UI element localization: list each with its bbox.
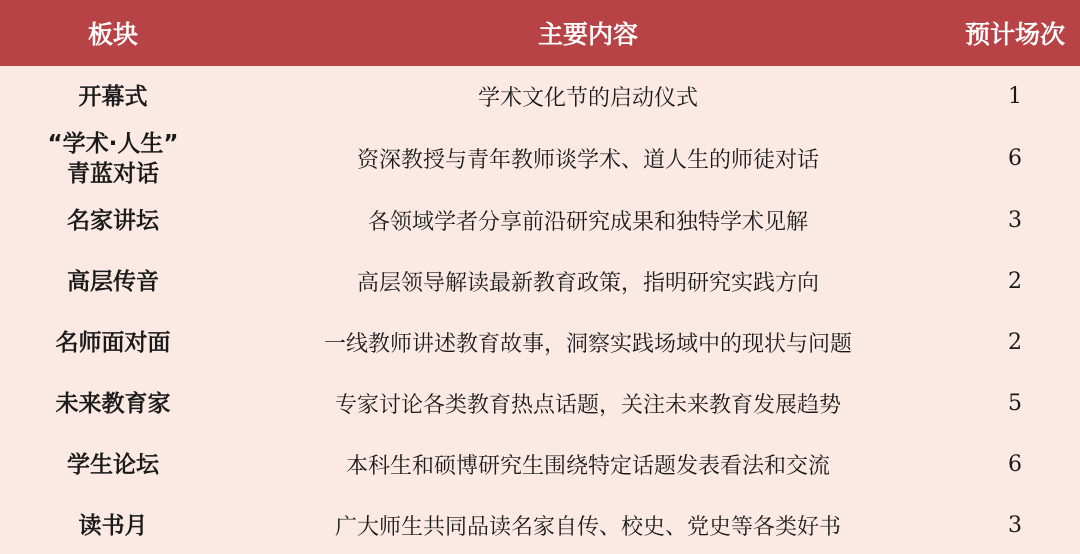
table-row	[0, 434, 1080, 495]
row-count: 2	[1008, 269, 1022, 294]
row-content: 一线教师讲述教育故事，洞察实践场域中的现状与问题	[323, 332, 852, 357]
table-row	[0, 66, 1080, 127]
row-count: 6	[1008, 146, 1022, 171]
row-section: 高层传音	[67, 268, 159, 295]
row-content: 专家讨论各类教育热点话题，关注未来教育发展趋势	[334, 393, 841, 418]
row-count: 1	[1008, 84, 1022, 109]
row-section: “学术·人生” 青蓝对话	[47, 130, 179, 187]
table-row	[0, 312, 1080, 373]
table-row	[0, 251, 1080, 312]
row-count: 3	[1008, 513, 1022, 538]
row-count: 2	[1008, 330, 1022, 355]
row-count: 3	[1008, 208, 1022, 233]
row-content: 各领域学者分享前沿研究成果和独特学术见解	[367, 210, 808, 235]
row-count: 6	[1008, 452, 1022, 477]
header-count: 预计场次	[964, 20, 1065, 49]
table-row	[0, 495, 1080, 554]
table-row	[0, 190, 1080, 251]
header-content: 主要内容	[537, 20, 638, 49]
row-section: 未来教育家	[55, 390, 171, 417]
row-section: 学生论坛	[67, 451, 159, 478]
row-section: 名师面对面	[55, 329, 171, 356]
row-section: 名家讲坛	[67, 207, 159, 234]
row-content: 学术文化节的启动仪式	[477, 86, 698, 111]
table-row	[0, 373, 1080, 434]
row-section: 读书月	[78, 512, 148, 539]
row-section: 开幕式	[78, 83, 148, 110]
row-content: 本科生和硕博研究生围绕特定话题发表看法和交流	[345, 454, 830, 479]
table-header	[0, 0, 1080, 66]
row-count: 5	[1008, 391, 1022, 416]
row-content: 高层领导解读最新教育政策，指明研究实践方向	[356, 271, 819, 296]
row-content: 资深教授与青年教师谈学术、道人生的师徒对话	[356, 148, 819, 173]
table-row	[0, 127, 1080, 190]
row-content: 广大师生共同品读名家自传、校史、党史等各类好书	[334, 515, 841, 540]
header-section: 板块	[87, 20, 138, 49]
